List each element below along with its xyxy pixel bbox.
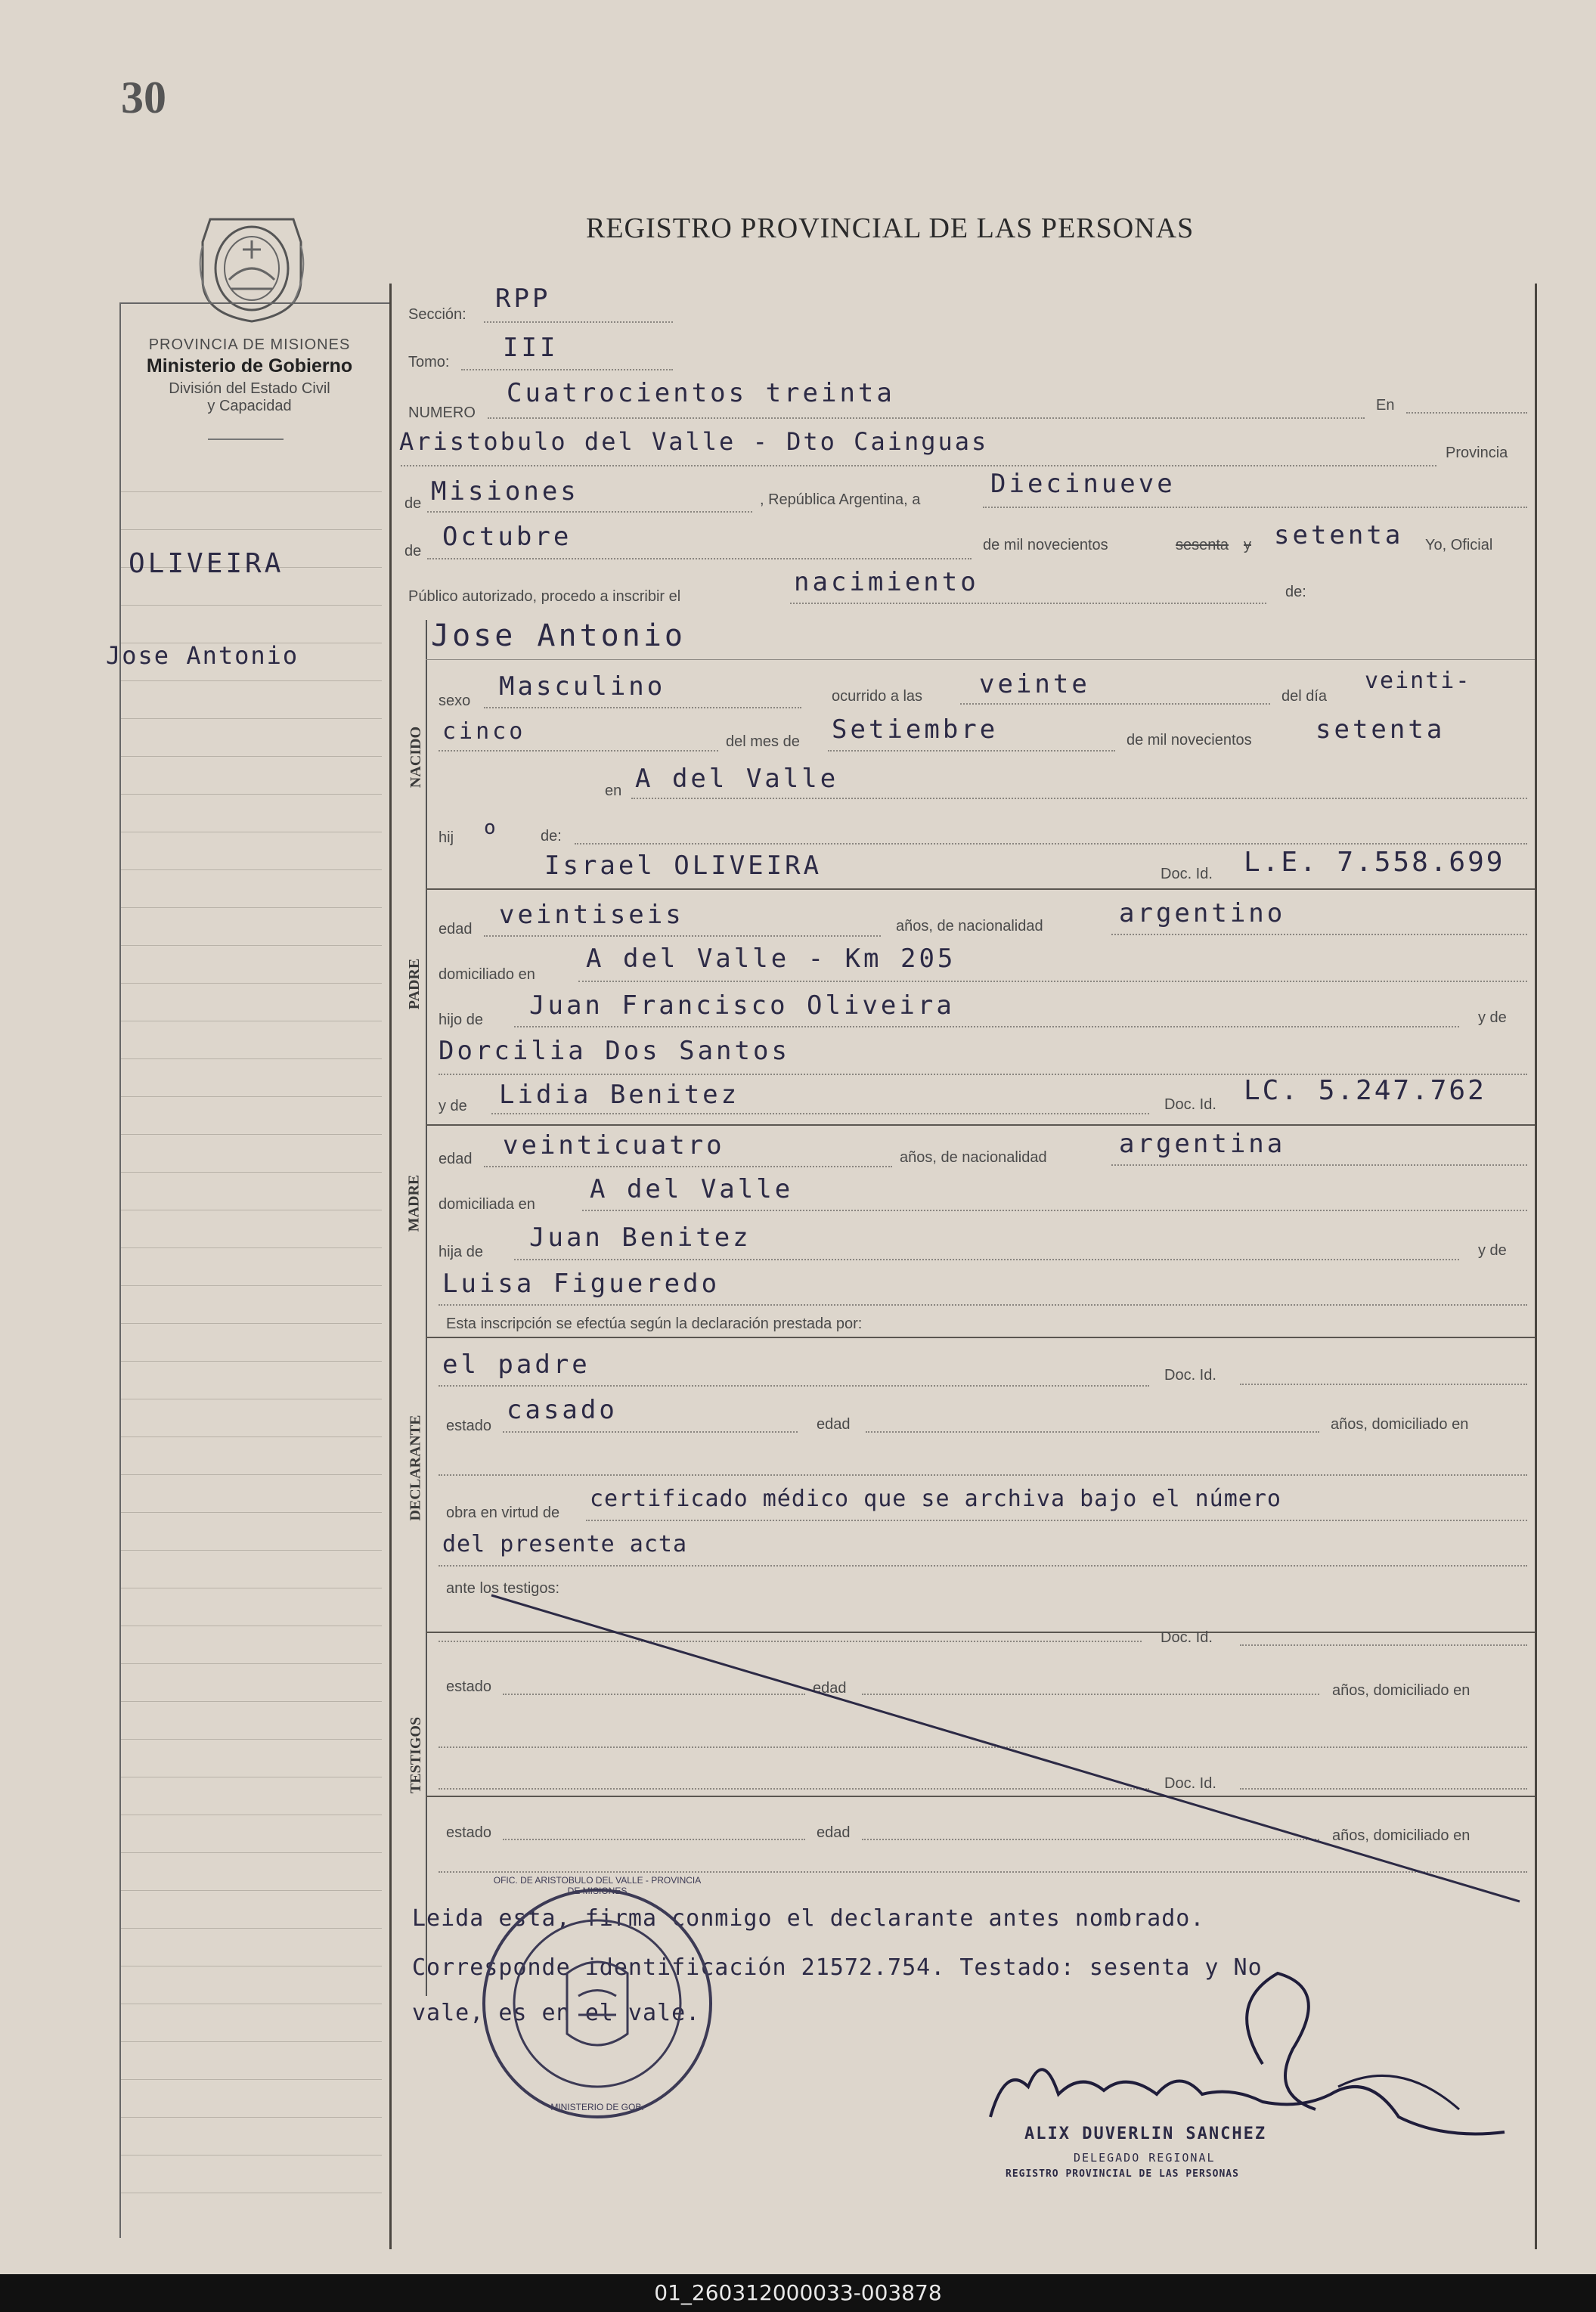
- padre-dom-value: A del Valle - Km 205: [586, 944, 956, 974]
- inner-left-border: [389, 284, 392, 2249]
- sexo-value: Masculino: [499, 671, 666, 702]
- signature-name: ALIX DUVERLIN SANCHEZ: [1024, 2124, 1267, 2143]
- madre-madre-value: Luisa Figueredo: [442, 1269, 721, 1299]
- closing-line-1: Leida esta, firma conmigo el declarante antes nombrado.: [412, 1905, 1205, 1932]
- acto-value: nacimiento: [794, 567, 979, 597]
- mes-value: Octubre: [442, 522, 572, 552]
- provincia-label: Provincia: [1446, 445, 1508, 461]
- edad-label-3: edad: [817, 1416, 851, 1433]
- side-label-declarante: DECLARANTE: [407, 1415, 424, 1521]
- de-label-1: de: [404, 495, 422, 512]
- madre-doc-value: LC. 5.247.762: [1244, 1075, 1486, 1106]
- y-label: y: [1244, 537, 1251, 553]
- ante-label: ante los testigos:: [446, 1580, 560, 1597]
- y-de-label-3: y de: [1478, 1242, 1507, 1259]
- hijo-de-label: hijo de: [439, 1012, 483, 1028]
- de-mil-2-label: de mil novecientos: [1126, 732, 1252, 748]
- publico-label: Público autorizado, procedo a inscribir el: [408, 588, 681, 605]
- left-margin-top-rule: [119, 302, 389, 304]
- del-mes-label: del mes de: [726, 733, 800, 750]
- padre-nombre-value: Israel OLIVEIRA: [544, 851, 823, 881]
- en-label: En: [1376, 397, 1395, 414]
- obra-2-value: del presente acta: [442, 1531, 688, 1557]
- madre-dom-value: A del Valle: [590, 1174, 794, 1204]
- edad-label-1: edad: [439, 921, 473, 938]
- madre-nombre-value: Lidia Benitez: [499, 1080, 740, 1110]
- doc-id-label-3: Doc. Id.: [1164, 1367, 1216, 1384]
- ministry-block: [106, 336, 393, 415]
- lugar-nac-value: A del Valle: [635, 764, 839, 794]
- hijo-suffix: o: [484, 817, 499, 839]
- del-dia-label: del día: [1281, 688, 1328, 705]
- dia-nac-1-value: veinti-: [1365, 668, 1471, 694]
- domiciliado-label: domiciliado en: [439, 966, 535, 983]
- signature-title: DELEGADO REGIONAL: [1074, 2151, 1216, 2165]
- ocurrido-label: ocurrido a las: [832, 688, 923, 705]
- anos-dom-label-2: años, domiciliado en: [1332, 1682, 1470, 1699]
- edad-label-5: edad: [817, 1824, 851, 1841]
- doc-id-label-5: Doc. Id.: [1164, 1775, 1216, 1792]
- doc-id-label-2: Doc. Id.: [1164, 1096, 1216, 1113]
- section-border: [426, 620, 427, 1996]
- image-caption: 01_260312000033-003878: [0, 2274, 1596, 2312]
- page-title: REGISTRO PROVINCIAL DE LAS PERSONAS: [586, 212, 1195, 244]
- page-number: 30: [121, 73, 166, 122]
- seccion-label: Sección:: [408, 306, 466, 323]
- estado-label-2: estado: [446, 1678, 492, 1695]
- de-mil-label: de mil novecientos: [983, 537, 1108, 553]
- madre-hija-de-value: Juan Benitez: [529, 1223, 752, 1253]
- obra-label: obra en virtud de: [446, 1505, 560, 1521]
- seccion-value: RPP: [495, 284, 551, 314]
- declarante-value: el padre: [442, 1350, 590, 1380]
- domiciliada-label: domiciliada en: [439, 1196, 535, 1213]
- sesenta-label: sesenta: [1176, 537, 1229, 553]
- closing-line-2: Corresponde identificación 21572.754. Testado: sesenta y No: [412, 1954, 1263, 1981]
- padre-hijo-de-value: Juan Francisco Oliveira: [529, 990, 955, 1021]
- ministry-line-4: y Capacidad: [207, 398, 292, 414]
- padre-madre-value: Dorcilia Dos Santos: [439, 1036, 790, 1066]
- y-de-label-1: y de: [1478, 1009, 1507, 1026]
- anio-nac-value: setenta: [1316, 714, 1446, 745]
- madre-nac-value: argentina: [1119, 1129, 1286, 1159]
- margin-given-names: Jose Antonio: [106, 641, 299, 670]
- doc-id-label-1: Doc. Id.: [1161, 866, 1213, 882]
- provincia-value: Misiones: [431, 476, 579, 507]
- mes-nac-value: Setiembre: [832, 714, 999, 745]
- estado-label-3: estado: [446, 1824, 492, 1841]
- obra-1-value: certificado médico que se archiva bajo el número: [590, 1486, 1281, 1512]
- ministry-rule: [208, 439, 284, 440]
- de-label-3: de:: [1285, 584, 1306, 600]
- hija-de-label: hija de: [439, 1244, 483, 1260]
- closing-line-3: vale, es en el vale.: [412, 2000, 701, 2026]
- padre-doc-value: L.E. 7.558.699: [1244, 847, 1505, 878]
- decl-estado-value: casado: [507, 1395, 618, 1425]
- stamp-inner-text: MINISTERIO DE GOB.: [550, 2102, 644, 2112]
- ministry-line-3: División del Estado Civil: [169, 380, 330, 397]
- signature-scribble: [975, 1958, 1520, 2151]
- republica-label: , República Argentina, a: [760, 491, 921, 508]
- de-label-2: de: [404, 543, 422, 559]
- right-border: [1535, 284, 1537, 2249]
- nombre-value: Jose Antonio: [431, 618, 686, 653]
- padre-nac-value: argentino: [1119, 898, 1286, 928]
- edad-label-2: edad: [439, 1151, 473, 1167]
- estado-label-1: estado: [446, 1418, 492, 1434]
- side-label-padre: PADRE: [406, 958, 423, 1010]
- anos-nac-label-1: años, de nacionalidad: [896, 918, 1043, 934]
- tomo-value: III: [503, 333, 559, 363]
- anos-dom-label-1: años, domiciliado en: [1331, 1416, 1469, 1433]
- side-label-testigos: TESTIGOS: [408, 1716, 425, 1794]
- doc-id-label-4: Doc. Id.: [1161, 1629, 1213, 1646]
- cancel-diagonal: [484, 1588, 1527, 1909]
- anos-nac-label-2: años, de nacionalidad: [900, 1149, 1047, 1166]
- yo-oficial-label: Yo, Oficial: [1425, 537, 1493, 553]
- province-emblem: [195, 204, 308, 325]
- sexo-label: sexo: [439, 693, 471, 709]
- padre-edad-value: veintiseis: [499, 900, 684, 930]
- ministry-line-1: PROVINCIA DE MISIONES: [148, 336, 351, 353]
- esta-inscripcion-label: Esta inscripción se efectúa según la declaración prestada por:: [446, 1316, 863, 1332]
- en-2-label: en: [605, 783, 622, 799]
- signature-office: REGISTRO PROVINCIAL DE LAS PERSONAS: [1006, 2168, 1239, 2180]
- numero-value: Cuatrocientos treinta: [507, 378, 895, 408]
- stamp-outer-text: OFIC. DE ARISTOBULO DEL VALLE - PROVINCIA DE MISIONES: [493, 1875, 702, 1896]
- dia-value: Diecinueve: [990, 469, 1176, 499]
- tomo-label: Tomo:: [408, 354, 450, 370]
- hij-label: hij: [439, 829, 454, 846]
- anio-value: setenta: [1274, 520, 1404, 550]
- side-label-madre: MADRE: [405, 1174, 423, 1232]
- edad-label-4: edad: [813, 1680, 847, 1697]
- y-de-label-2: y de: [439, 1098, 467, 1114]
- margin-surname: OLIVEIRA: [129, 548, 284, 579]
- numero-label: NUMERO: [408, 404, 476, 421]
- lugar-value: Aristobulo del Valle - Dto Cainguas: [399, 427, 989, 456]
- official-stamp: [476, 1875, 718, 2124]
- de-4-label: de:: [541, 828, 562, 845]
- ministry-line-2: Ministerio de Gobierno: [146, 355, 353, 377]
- madre-edad-value: veinticuatro: [503, 1130, 725, 1161]
- hora-value: veinte: [979, 669, 1090, 699]
- anos-dom-label-3: años, domiciliado en: [1332, 1827, 1470, 1844]
- left-margin-border: [119, 302, 121, 2238]
- side-label-nacido: NACIDO: [408, 726, 425, 789]
- dia-nac-2-value: cinco: [442, 718, 526, 745]
